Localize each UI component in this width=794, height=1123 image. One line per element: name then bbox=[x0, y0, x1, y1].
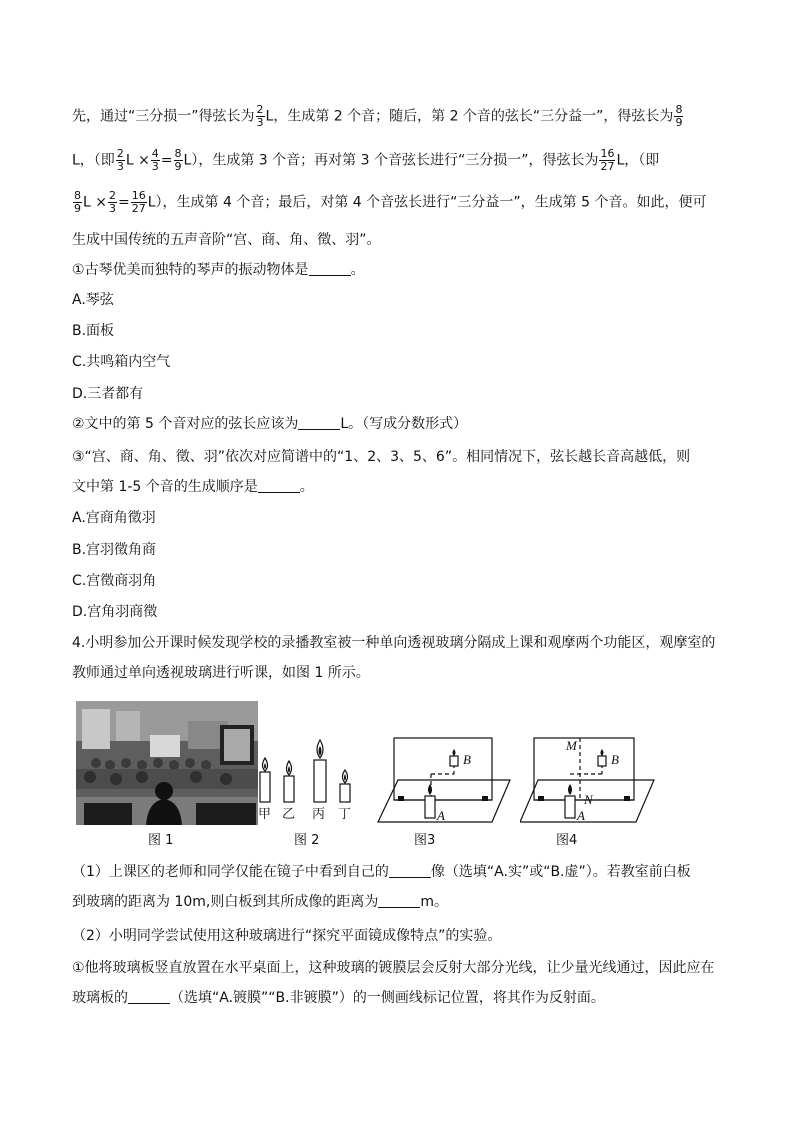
candle-label-yi: 乙 bbox=[282, 807, 296, 822]
sub-question-2-line-1: （2）小明同学尝试使用这种玻璃进行“探究平面镜成像特点”的实验。 bbox=[72, 928, 502, 944]
text: = bbox=[160, 152, 173, 169]
text: L，（即 bbox=[616, 152, 660, 169]
para-line-3 bbox=[72, 190, 706, 215]
sub-question-1-line-1: （1）上课区的老师和同学仅能在镜子中看到自己的 像（选填“A.实”或“B.虚”）。若教室前白板 bbox=[72, 864, 691, 880]
fraction: $\frac{8}{9}$ bbox=[174, 147, 182, 173]
option-c: C.共鸣箱内空气 bbox=[72, 354, 171, 370]
text: L，生成第 2 个音；随后，第 2 个音的弦长“三分益一”，得弦长为 bbox=[265, 108, 674, 125]
text: L，（即 bbox=[72, 152, 115, 169]
sub-question-2-line-2: ①他将玻璃板竖直放置在水平桌面上，这种玻璃的镀膜层会反射大部分光线，让少量光线通过，因此应在 bbox=[72, 960, 715, 976]
candle-label-bing: 丙 bbox=[312, 807, 326, 822]
question-3-line-2: 文中第 1-5 个音的生成顺序是 。 bbox=[72, 479, 314, 495]
question-4-line-1: 4.小明参加公开课时候发现学校的录播教室被一种单向透视玻璃分隔成上课和观摩两个功能区，观摩室的 bbox=[72, 635, 716, 651]
answer-blank[interactable] bbox=[378, 893, 420, 908]
fraction: $\frac{2}{3}$ bbox=[108, 189, 116, 215]
figure-1-caption: 图 1 bbox=[148, 833, 174, 848]
sub-question-1-line-2: 到玻璃的距离为 10m,则白板到其所成像的距离为 m。 bbox=[72, 894, 448, 910]
answer-blank[interactable] bbox=[389, 863, 431, 878]
option-a: A.琴弦 bbox=[72, 292, 114, 308]
figure-2-candles bbox=[256, 736, 366, 826]
point-a-label: A bbox=[577, 808, 585, 823]
option-b: B.宫羽徵角商 bbox=[72, 542, 157, 558]
text: 先，通过“三分损一”得弦长为 bbox=[72, 108, 255, 125]
figure-3-diagram bbox=[374, 734, 514, 828]
text: L × bbox=[83, 194, 107, 211]
question-2-stem: ②文中的第 5 个音对应的弦长应该为 L。（写成分数形式） bbox=[72, 416, 468, 432]
question-4-line-2: 教师通过单向透视玻璃进行听课，如图 1 所示。 bbox=[72, 665, 370, 681]
fraction: $\frac{4}{3}$ bbox=[151, 147, 159, 173]
figure-2-caption: 图 2 bbox=[294, 833, 320, 848]
text: L × bbox=[125, 152, 150, 169]
option-a: A.宫商角徵羽 bbox=[72, 510, 156, 526]
classroom-photo bbox=[76, 701, 258, 825]
answer-blank[interactable] bbox=[309, 261, 351, 276]
candle-label-ding: 丁 bbox=[338, 807, 352, 822]
answer-blank[interactable] bbox=[298, 415, 340, 430]
point-m-label: M bbox=[566, 738, 577, 753]
fraction: $\frac{8}{9}$ bbox=[74, 189, 81, 215]
text: L），生成第 4 个音；最后，对第 4 个音弦长进行“三分益一”，生成第 5 个音。如此，便可 bbox=[147, 194, 707, 211]
point-b-label: B bbox=[611, 752, 619, 767]
answer-blank[interactable] bbox=[128, 989, 170, 1004]
figure-4-caption: 图4 bbox=[556, 833, 578, 848]
point-b-label: B bbox=[463, 752, 471, 767]
option-c: C.宫徵商羽角 bbox=[72, 573, 157, 589]
figure-4-diagram bbox=[520, 734, 664, 828]
question-1-stem: ①古琴优美而独特的琴声的振动物体是 。 bbox=[72, 262, 365, 278]
fraction: $\frac{8}{9}$ bbox=[675, 103, 683, 129]
point-a-label: A bbox=[437, 808, 445, 823]
option-d: D.宫角羽商徵 bbox=[72, 604, 158, 620]
para-line-1 bbox=[72, 104, 684, 129]
answer-blank[interactable] bbox=[258, 478, 300, 493]
para-line-4: 生成中国传统的五声音阶“宫、商、角、徵、羽”。 bbox=[72, 232, 381, 248]
option-d: D.三者都有 bbox=[72, 386, 144, 402]
fraction: $\frac{16}{27}$ bbox=[600, 147, 615, 173]
para-line-2 bbox=[72, 148, 659, 173]
figure-3-caption: 图3 bbox=[414, 833, 436, 848]
text: = bbox=[117, 194, 130, 211]
candle-label-jia: 甲 bbox=[258, 807, 272, 822]
option-b: B.面板 bbox=[72, 323, 115, 339]
fraction: $\frac{16}{27}$ bbox=[131, 189, 146, 215]
sub-question-2-line-3: 玻璃板的 （选填“A.镀膜”“B.非镀膜”）的一侧画线标记位置，将其作为反射面。 bbox=[72, 990, 605, 1006]
fraction: $\frac{2}{3}$ bbox=[116, 147, 124, 173]
text: L），生成第 3 个音；再对第 3 个音弦长进行“三分损一”，得弦长为 bbox=[183, 152, 599, 169]
question-3-line-1: ③“宫、商、角、徵、羽”依次对应简谱中的“1、2、3、5、6”。相同情况下，弦长越长音高越低，则 bbox=[72, 449, 691, 465]
point-n-label: N bbox=[584, 792, 593, 807]
fraction: $\frac{2}{3}$ bbox=[256, 103, 264, 129]
